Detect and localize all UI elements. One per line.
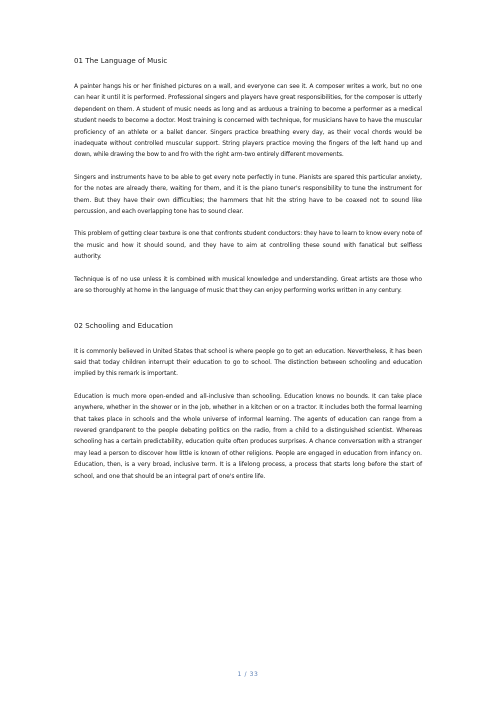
section-heading: 01 The Language of Music <box>74 57 168 65</box>
section-language-of-music <box>74 56 422 297</box>
paragraph: Singers and instruments have to be able to get every note perfectly in tune. Pianists are spared this particular anxiety, for the notes are already there, waiting for them, and it is the piano tuner's responsibility to tune the instrument for them. But they have their own difficulties; the hammers that hit the string have to be coaxed not to sound like percussion, and each overlapping tone has to sound clear. <box>74 173 422 216</box>
document-page <box>74 56 422 493</box>
paragraph: Education is much more open-ended and all-inclusive than schooling. Education knows no bounds. It can take place anywhere, whether in the shower or in the job, whether in a kitchen or on a tractor. It includes both the formal learning that takes place in schools and the whole universe of informal learning. The agents of education can range from a revered grandparent to the people debating politics on the radio, from a child to a distinguished scientist. Whereas schooling has a certain predictability, education quite often produces surprises. A chance conversation with a stranger may lead a person to discover how little is known of other religions. People are engaged in education from infancy on. Education, then, is a very broad, inclusive term. It is a lifelong process, a process that starts long before the start of school, and one that should be an integral part of one's entire life. <box>74 392 422 480</box>
section-spacer <box>74 308 422 321</box>
paragraph: Technique is of no use unless it is combined with musical knowledge and understanding. Great artists are those who are so thoroughly at home in the language of music that they can enjoy performing works written in any century. <box>74 275 422 295</box>
page-number: 1 / 33 <box>237 671 259 678</box>
section-heading: 02 Schooling and Education <box>74 321 173 330</box>
paragraph: This problem of getting clear texture is one that confronts student conductors: they have to learn to know every note of the music and how it should sound, and they have to aim at controlling these sound with fanatical but selfless authority. <box>74 230 422 261</box>
section-schooling-and-education <box>74 321 422 482</box>
paragraph: It is commonly believed in United States that school is where people go to get an education. Nevertheless, it has been said that today children interrupt their education to go to school. The distinction between schooling and education implied by this remark is important. <box>74 347 422 378</box>
paragraph: A painter hangs his or her finished pictures on a wall, and everyone can see it. A composer writes a work, but no one can hear it until it is performed. Professional singers and players have great responsibilities, for the composer is utterly dependent on them. A student of music needs as long and as arduous a training to become a performer as a medical student needs to become a doctor. Most training is concerned with technique, for musicians have to have the muscular proficiency of an athlete or a ballet dancer. Singers practice breathing every day, as their vocal chords would be inadequate without controlled muscular support. String players practice moving the fingers of the left hand up and down, while drawing the bow to and fro with the right arm-two entirely different movements. <box>74 83 422 159</box>
